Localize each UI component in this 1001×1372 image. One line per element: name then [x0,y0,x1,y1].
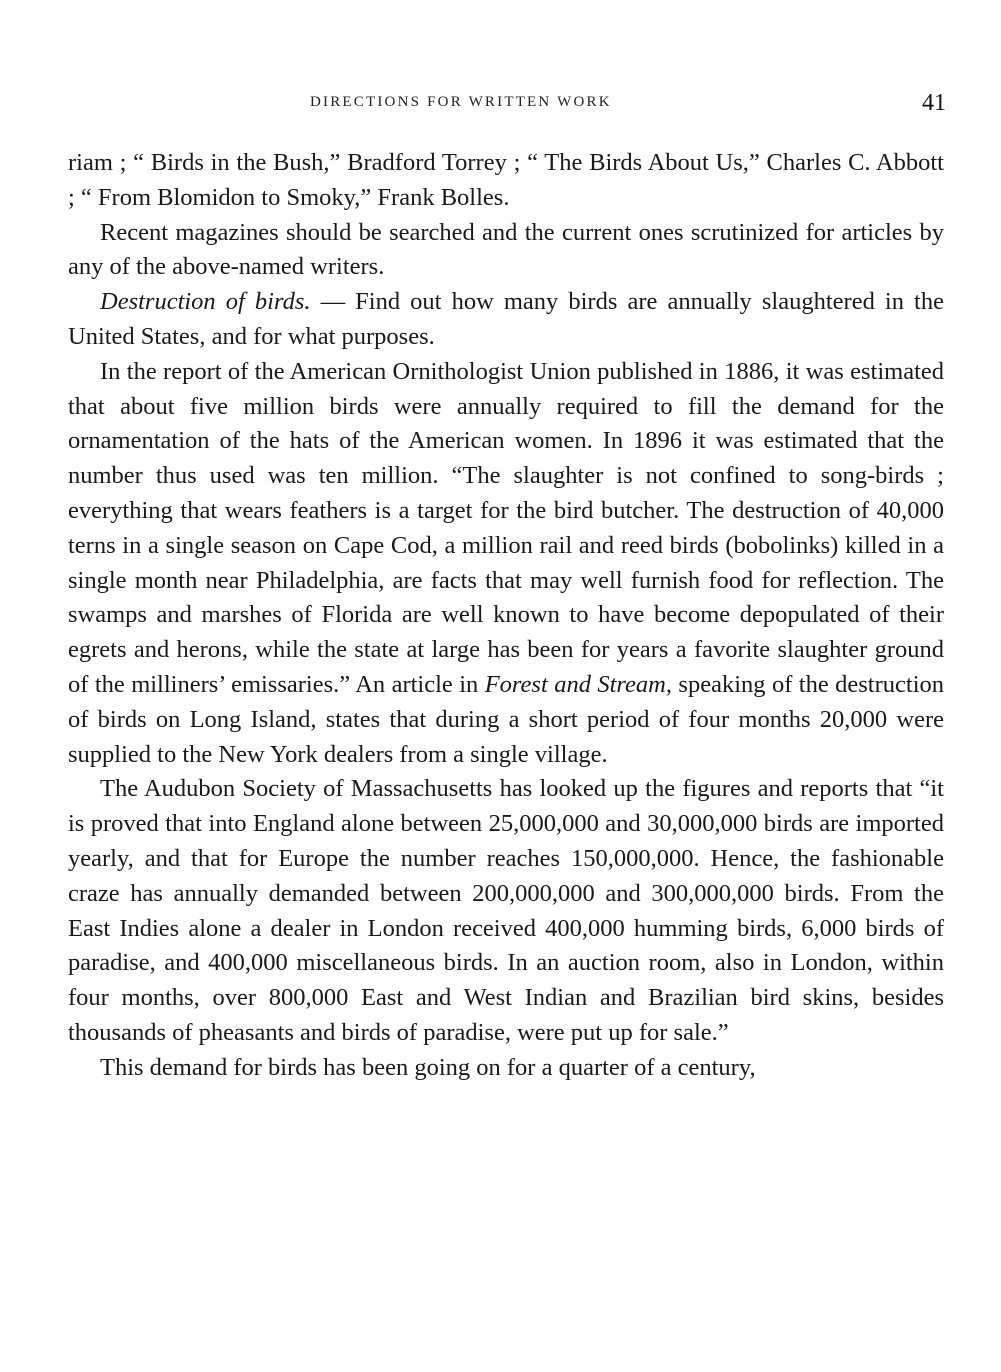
body-text [68,146,944,1086]
running-head: DIRECTIONS FOR WRITTEN WORK [310,94,612,110]
paragraph-audubon-society: The Audubon Society of Massachusetts has looked up the figures and reports that “it is proved that into England alone between 25,000,000 and 30,000,000 birds are imported yearly, and that for Europe the number reaches 150,000,000. Hence, the fashionable craze has annually demanded between 200,000,000 and 300,000,000 birds. From the East Indies alone a dealer in London received 400,000 humming birds, 6,000 birds of paradise, and 400,000 miscellaneous birds. In an auction room, also in London, within four months, over 800,000 East and West Indian and Brazilian bird skins, besides thousands of pheasants and birds of paradise, were put up for sale.” [68,775,944,1046]
page-header [0,90,1001,124]
journal-title: Forest and Stream, [484,670,672,698]
report-text: In the report of the American Ornithologist Union published in 1886, it was estimated that about five million birds were annually required to fill the demand for the ornamentation of the hats of the American women. In 1896 it was estimated that the number thus used was ten million. “The slaughter is not confined to song-birds ; everything that wears feathers is a target for the bird butcher. The destruction of 40,000 terns in a single season on Cape Cod, a million rail and reed birds (bobolinks) killed in a single month near Philadelphia, are facts that may well furnish food for reflection. The swamps and marshes of Florida are well known to have become depopulated of their egrets and herons, while the state at large has been for years a favorite slaughter ground of the milliners’ emissaries.” An article in [68,357,944,698]
paragraph-bibliography-continuation: riam ; “ Birds in the Bush,” Bradford Torrey ; “ The Birds About Us,” Charles C. Abbott ; “ From Blomidon to Smoky,” Frank Bolles. [68,149,944,211]
page-number: 41 [922,90,946,116]
report-text-continued: speaking of the destruction of birds on Long Island, states that during a short period of four months 20,000 were supplied to the New York dealers from a single village. [68,670,945,768]
paragraph-destruction-heading [68,285,944,355]
section-text: — Find out how many birds are annually slaughtered in the United States, and for what purposes. [68,288,944,350]
paragraph-ornithologist-report [68,355,944,773]
paragraph-magazines: Recent magazines should be searched and the current ones scrutinized for articles by any of the above-named writers. [68,218,944,281]
paragraph-demand: This demand for birds has been going on for a quarter of a century, [100,1053,756,1081]
section-title: Destruction of birds. [100,288,311,316]
